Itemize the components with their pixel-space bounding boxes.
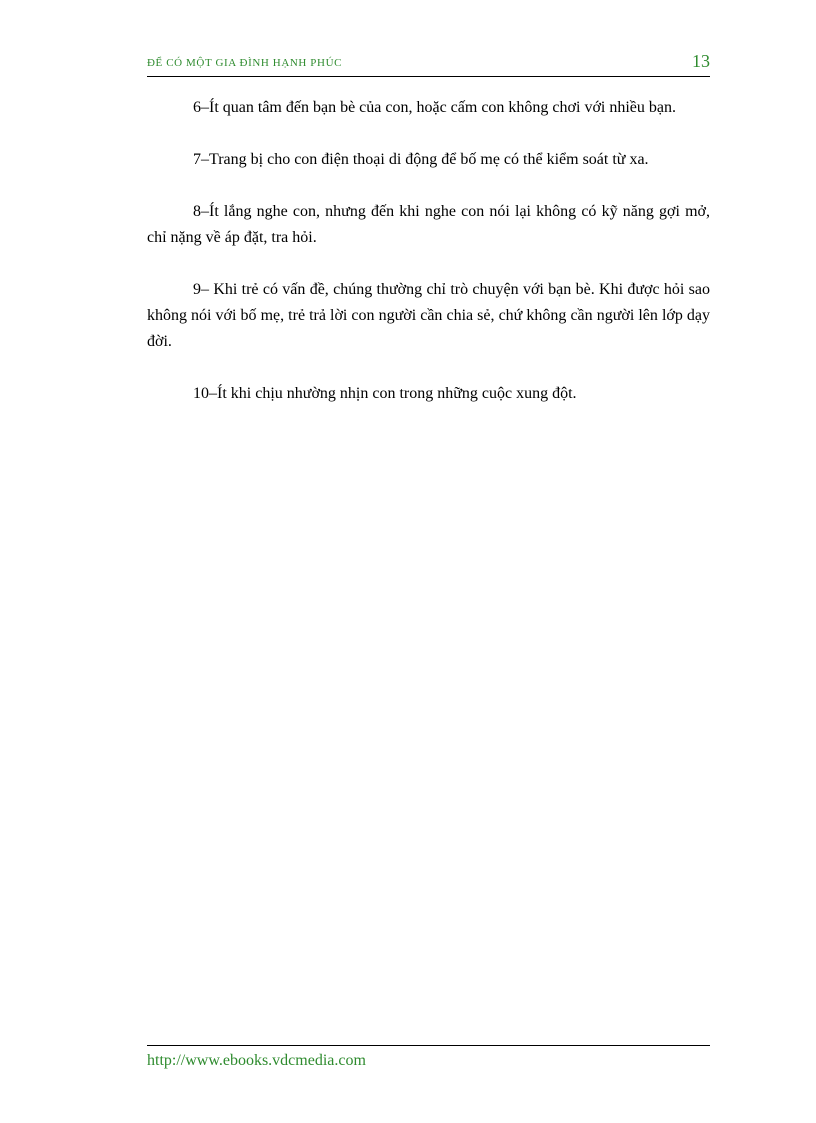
paragraph-item-6: 6–Ít quan tâm đến bạn bè của con, hoặc cấm con không chơi với nhiều bạn. xyxy=(193,99,676,116)
page-number: 13 xyxy=(692,51,710,71)
running-footer xyxy=(147,1045,710,1070)
paragraph-item-7: 7–Trang bị cho con điện thoại di động để bố mẹ có thể kiểm soát từ xa. xyxy=(193,151,649,168)
paragraph-item-9: 9– Khi trẻ có vấn đề, chúng thường chỉ trò chuyện với bạn bè. Khi được hỏi sao không nói với bố mẹ, trẻ trả lời con người cần chia sẻ, chứ không cần người lên lớp dạy đời. xyxy=(147,281,710,350)
footer-website-link[interactable]: http://www.ebooks.vdcmedia.com xyxy=(147,1052,366,1069)
running-header xyxy=(147,50,710,77)
paragraph-item-8: 8–Ít lắng nghe con, nhưng đến khi nghe con nói lại không có kỹ năng gợi mở, chỉ nặng về áp đặt, tra hỏi. xyxy=(147,203,710,246)
header-title: ĐỂ CÓ MỘT GIA ĐÌNH HẠNH PHÚC xyxy=(147,57,343,69)
body-text xyxy=(147,95,710,433)
paragraph-item-10: 10–Ít khi chịu nhường nhịn con trong những cuộc xung đột. xyxy=(193,385,577,402)
